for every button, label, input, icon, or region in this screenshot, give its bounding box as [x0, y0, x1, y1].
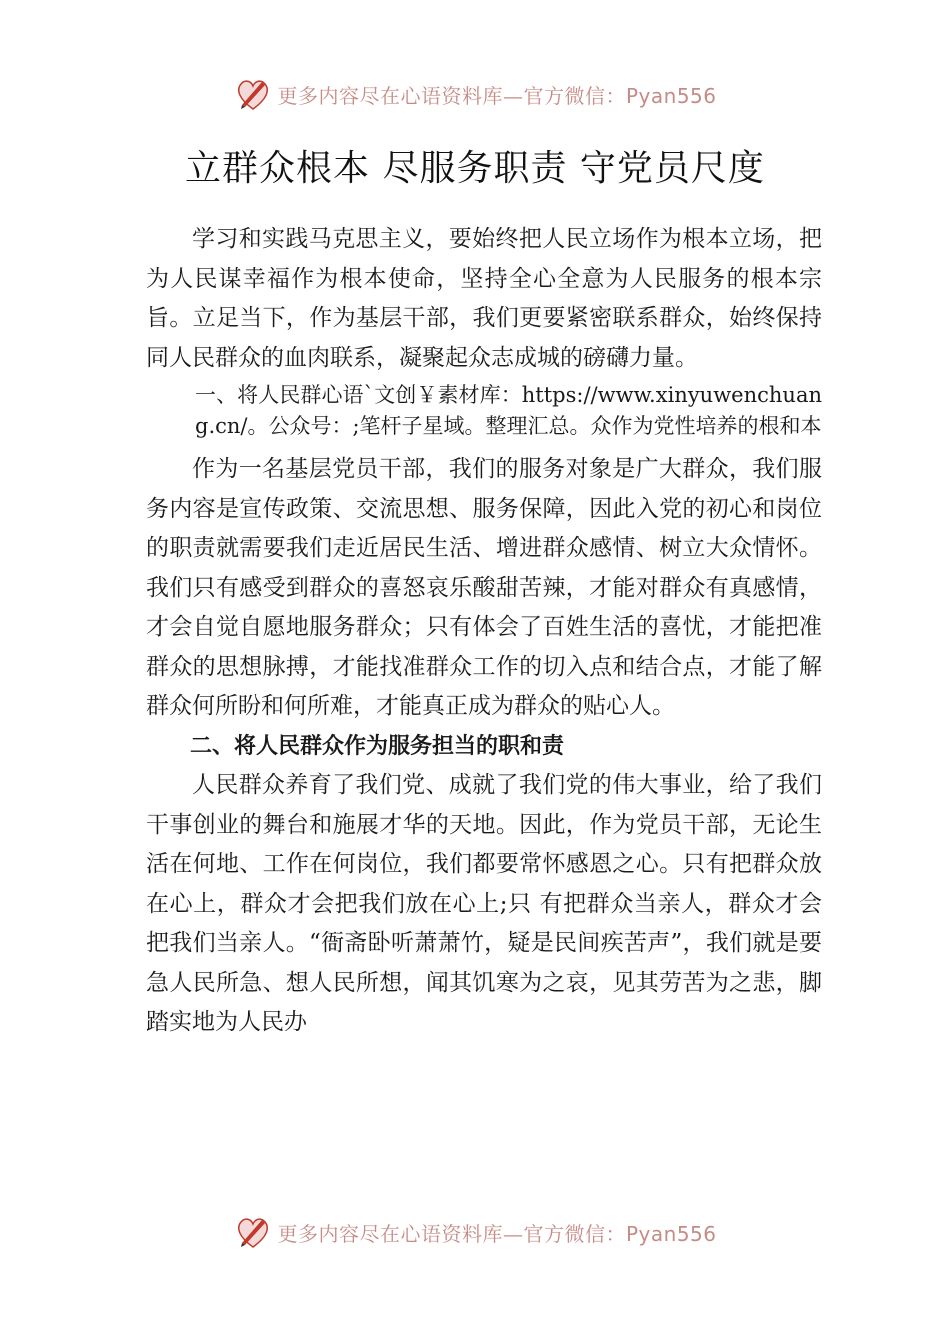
pen-heart-logo-icon	[233, 74, 273, 114]
pen-heart-logo-icon	[233, 1212, 273, 1252]
paragraph-section-2: 人民群众养育了我们党、成就了我们党的伟大事业，给了我们干事创业的舞台和施展才华的天地。因此，作为党员干部，无论生活在何地、工作在何岗位，我们都要常怀感恩之心。只有把群众放在心上，群众才会把我们放在心上;只 有把群众当亲人，群众才会把我们当亲人。“衙斋卧听萧萧竹，疑是民间疾苦声”，我们就是要急人民所急、想人民所想，闻其饥寒为之哀，见其劳苦为之悲，脚踏实地为人民办	[146, 772, 822, 1035]
watermark-wechat-id: Pyan556	[625, 1221, 717, 1246]
section-heading-2: 二、将人民群众作为服务担当的职和责	[190, 733, 565, 759]
section-heading-1: 一、将人民群心语`文创￥素材库：https://www.xinyuwenchuang.cn/。公众号：;笔杆子星域。整理汇总。众作为党性培养的根和本	[195, 383, 822, 438]
paragraph-intro: 学习和实践马克思主义，要始终把人民立场作为根本立场，把为人民谋幸福作为根本使命，坚持全心全意为人民服务的根本宗旨。立足当下，作为基层干部，我们更要紧密联系群众，始终保持同人民群众的血肉联系，凝聚起众志成城的磅礴力量。	[146, 226, 822, 371]
watermark-banner-top	[0, 72, 950, 116]
paragraph-section-1: 作为一名基层党员干部，我们的服务对象是广大群众，我们服务内容是宣传政策、交流思想、服务保障，因此入党的初心和岗位的职责就需要我们走近居民生活、增进群众感情、树立大众情怀。我们只有感受到群众的喜怒哀乐酸甜苦辣，才能对群众有真感情，才会自觉自愿地服务群众；只有体会了百姓生活的喜忧，才能把准群众的思想脉搏，才能找准群众工作的切入点和结合点，才能了解群众何所盼和何所难，才能真正成为群众的贴心人。	[146, 456, 822, 719]
watermark-text: 更多内容尽在心语资料库—官方微信：	[277, 1221, 626, 1246]
watermark-banner-bottom	[0, 1210, 950, 1254]
document-body	[146, 220, 822, 1043]
watermark-wechat-id: Pyan556	[625, 83, 717, 108]
watermark-text: 更多内容尽在心语资料库—官方微信：	[277, 83, 626, 108]
document-title: 立群众根本 尽服务职责 守党员尺度	[185, 148, 765, 189]
